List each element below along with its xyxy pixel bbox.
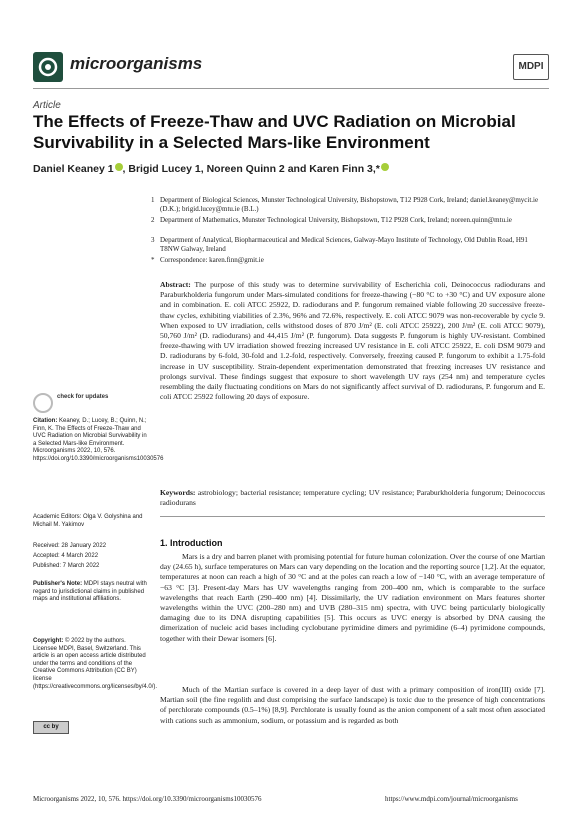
correspondence: * Correspondence: karen.finn@gmit.ie xyxy=(151,256,264,264)
author[interactable]: Karen Finn 3,* xyxy=(309,163,380,175)
journal-logo xyxy=(33,52,63,82)
publisher-note: Publisher's Note: MDPI stays neutral with regard to jurisdictional claims in published maps and institutional affiliations. xyxy=(33,581,147,603)
author[interactable]: Brigid Lucey 1 xyxy=(128,163,201,175)
received-date: Received: 28 January 2022 xyxy=(33,543,107,549)
journal-name[interactable]: microorganisms xyxy=(70,54,203,73)
author[interactable]: Daniel Keaney 1 xyxy=(33,163,114,175)
author-list: Daniel Keaney 1 , Brigid Lucey 1, Noreen Quinn 2 and Karen Finn 3,* xyxy=(33,163,389,175)
article-type: Article xyxy=(33,100,61,111)
cc-license-icon[interactable]: cc by xyxy=(33,721,69,734)
paragraph: Mars is a dry and barren planet with promising potential for future human colonization. Over the course of one Martian day (24.65 h), surface temperatures on Mars can vary depending on the location and the reporting source [1,2]. At the equator, temperatures at noon can reach a high of 30 °C and at the poles can reach a low of −140 °C, with an average temperature of −63 °C [3]. Present-day Mars has UV wavelengths ranging from 200–400 nm, which is comparable to the surface wavelengths that reach Earth (290–400 nm) [4]. Dissimilarly, the UV radiation environment on Mars features shorter wavelengths within the UVC (200–280 nm) and UVB (280–315 nm) spectra, with UVC being particularly biologically damaging due to its DNA disrupting capabilities [5]. This occurs as UVC energy is absorbed by DNA causing the dimerization of nucleic acid bases including cyclobutane pyrimidine dimers and pyrimidine (6–4) pyrimidone compounds, together with their Dewar isomers [6]. xyxy=(160,552,545,643)
abstract xyxy=(160,280,545,402)
keywords xyxy=(160,488,545,508)
author[interactable]: Noreen Quinn 2 xyxy=(206,163,285,175)
affiliation: 1 Department of Biological Sciences, Munster Technological University, Bishopstown, T12 P928 Cork, Ireland; daniel.keaney@mycit.ie (D.K.); brigid.lucey@mtu.ie (B.L.) xyxy=(151,196,539,213)
keywords-label: Keywords: xyxy=(160,488,196,497)
paragraph: Much of the Martian surface is covered in a deep layer of dust with a primary composition of iron(III) oxide [7]. Martian soil (the fine regolith and dust comprising the surface landscape) is toxic due to the presence of high concentrations of perchlorate compounds (0.5–1%) [8,9]. Perchlorate is usually found as the anion component of a salt most often associated with cations such as ammonium, sodium, or potassium and is regarded as both xyxy=(160,685,545,725)
footer-citation[interactable]: Microorganisms 2022, 10, 576. https://doi.org/10.3390/microorganisms10030576 xyxy=(33,795,262,803)
academic-editors: Academic Editors: Olga V. Golyshina and Michail M. Yakimov xyxy=(33,514,143,528)
article-title: The Effects of Freeze-Thaw and UVC Radiation on Microbial Survivability in a Selected Mars-like Environment xyxy=(33,112,516,152)
affiliation: 3 Department of Analytical, Biopharmaceutical and Medical Sciences, Galway-Mayo Institute of Technology, Old Dublin Road, H91 T8NW Galway, Ireland xyxy=(151,236,528,253)
citation: Citation: Keaney, D.; Lucey, B.; Quinn, N.; Finn, K. The Effects of Freeze-Thaw and UVC Radiation on Microbial Survivability in a Selected Mars-like Environment. Microorganisms 2022, 10, 576. https://doi.org/10.3390/microorganisms10030576 xyxy=(33,418,164,462)
abstract-label: Abstract: xyxy=(160,280,191,289)
orcid-icon[interactable] xyxy=(381,163,389,171)
abstract-text: The purpose of this study was to determine survivability of Escherichia coli, Deinococcus radiodurans and Paraburkholderia fungorum under Mars-simulated conditions for freeze-thawing (−80 °C to +30 °C) and UV exposure alone and in combination. E. coli ATCC 25922, D. radiodurans and P. fungorum remained viable following 20 successive freeze-thaw cycles, exhibiting viabilities of 2.3%, 96% and 72.6%, respectively. E. coli ATCC 9079 was non-recoverable by cycle 9. When exposed to UV irradiation, cells withstood doses of 870 J/m² (E. coli ATCC 25922), 200 J/m² (E. coli ATCC 9079), 50,760 J/m² (D. radiodurans) and 44,415 J/m² (P. fungorum). Data suggests P. fungorum is highly UV-resistant. Combined freeze-thawing with UV irradiation showed freezing increased UV resistance in E. coli ATCC 25922, E. coli DSM 9079 and D. radiodurans by 6-fold, 30-fold and 1.2-fold, respectively. Conversely, freezing caused P. fungorum to exhibit a 1.75-fold increase in UV susceptibility. Strain-dependent experimentation demonstrated that freezing increases UV resistance and prolongs survival. These findings suggest that exposure to short wavelength UV rays (254 nm) and temperature cycles resembling the daily fluctuating conditions on Mars do not significantly affect survival of D. radiodurans, P. fungorum and E. coli ATCC 25922 following 20 days of exposure. xyxy=(160,280,546,402)
check-for-updates-label[interactable]: check for updates xyxy=(57,394,109,400)
copyright: Copyright: © 2022 by the authors. Licensee MDPI, Basel, Switzerland. This article is an open access article distributed under the terms and conditions of the Creative Commons Attribution (CC BY) license (https://creativecommons.org/licenses/by/4.0/). xyxy=(33,638,158,690)
footer-url[interactable]: https://www.mdpi.com/journal/microorganisms xyxy=(385,795,518,803)
keywords-divider xyxy=(160,516,545,517)
keywords-text: astrobiology; bacterial resistance; temperature cycling; UV resistance; Paraburkholderia fungorum; Deinococcus radiodurans xyxy=(160,488,545,508)
affiliation: 2 Department of Mathematics, Munster Technological University, Bishopstown, T12 P928 Cork, Ireland; noreen.quinn@mtu.ie xyxy=(151,216,512,224)
accepted-date: Accepted: 4 March 2022 xyxy=(33,553,99,559)
check-for-updates-icon[interactable] xyxy=(33,393,53,413)
header-divider xyxy=(33,88,549,89)
publisher-logo[interactable]: MDPI xyxy=(513,54,549,80)
orcid-icon[interactable] xyxy=(115,163,123,171)
published-date: Published: 7 March 2022 xyxy=(33,563,100,569)
section-title: 1. Introduction xyxy=(160,538,223,548)
microbe-icon xyxy=(33,52,63,82)
